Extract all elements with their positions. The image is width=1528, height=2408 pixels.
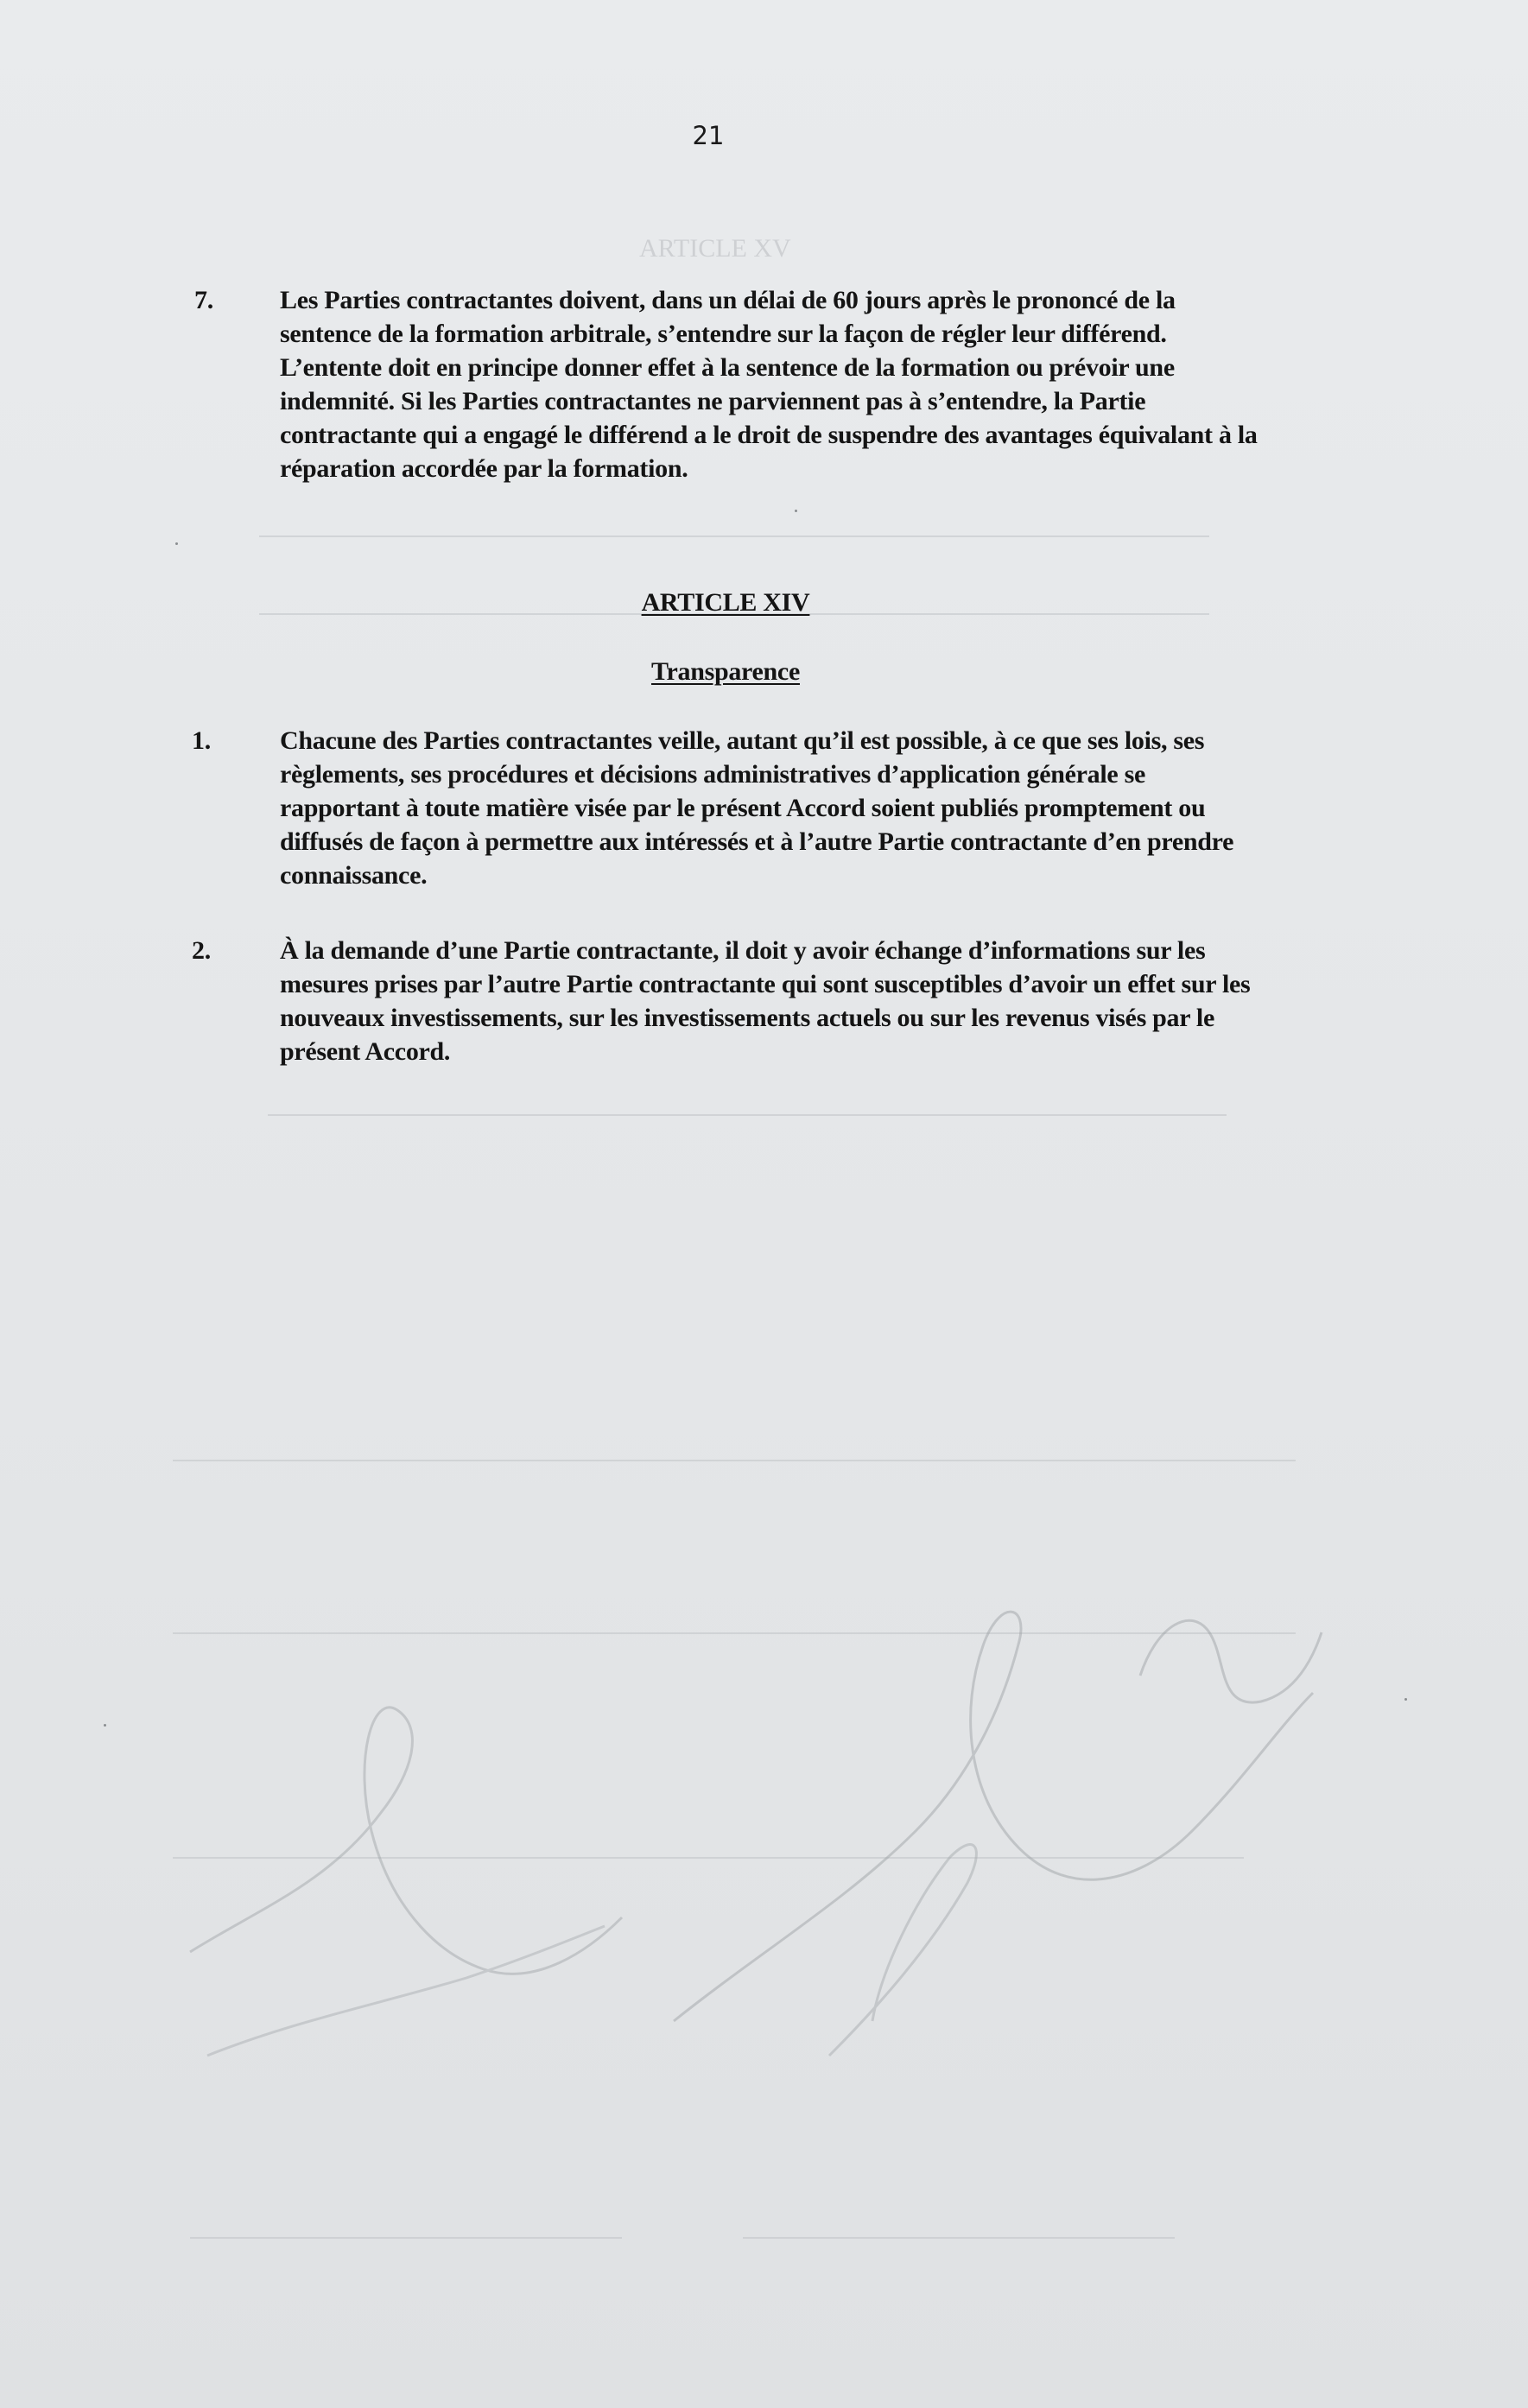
page-number: 21 (692, 121, 725, 150)
paragraph-7 (194, 283, 1265, 485)
paragraph-1 (192, 724, 1265, 892)
paragraph-text: À la demande d’une Partie contractante, il doit y avoir échange d’informations sur les mesures prises par l’autre Partie contractante qui sont susceptibles d’avoir un effet sur les nouveaux investissements, sur les investissements actuels ou sur les revenus visés par le présent Accord. (280, 936, 1251, 1066)
paper-speck (1404, 1698, 1407, 1701)
paragraph-text: Chacune des Parties contractantes veille, autant qu’il est possible, à ce que ses lois, ses règlements, ses procédures et décisions administratives d’application générale se rapportant à toute matière visée par le présent Accord soient publiés promptement ou diffusés de façon à permettre aux intéressés et à l’autre Partie contractante d’en prendre connaissance. (280, 726, 1234, 890)
bleed-through-rule (190, 2237, 622, 2239)
bleed-through-rule (259, 535, 1209, 537)
article-subtitle: Transparence (651, 657, 800, 686)
article-title: ARTICLE XIV (641, 588, 810, 617)
bleed-through-rule (173, 1460, 1296, 1461)
bleed-through-rule (268, 1114, 1227, 1116)
bleed-through-rule (743, 2237, 1175, 2239)
paragraph-text: Les Parties contractantes doivent, dans un délai de 60 jours après le prononcé de la sentence de la formation arbitrale, s’entendre sur la façon de régler leur différend. L’entente doit en principe donner effet à la sentence de la formation ou prévoir une indemnité. Si les Parties contractantes ne parviennent pas à s’entendre, la Partie contractante qui a engagé le différend a le droit de suspendre des avantages équivalant à la réparation accordée par la formation. (280, 286, 1258, 483)
paragraph-number: 7. (194, 286, 213, 314)
paragraph-number: 2. (192, 936, 211, 965)
bleed-through-signature (656, 1572, 1330, 2159)
paragraph-number: 1. (192, 726, 211, 755)
bleed-through-signature (155, 1693, 639, 2142)
bleed-through-text: ARTICLE XV (639, 234, 791, 263)
paper-speck (104, 1724, 106, 1727)
paper-speck (175, 542, 178, 545)
paragraph-2 (192, 934, 1265, 1068)
paper-speck (795, 510, 797, 512)
